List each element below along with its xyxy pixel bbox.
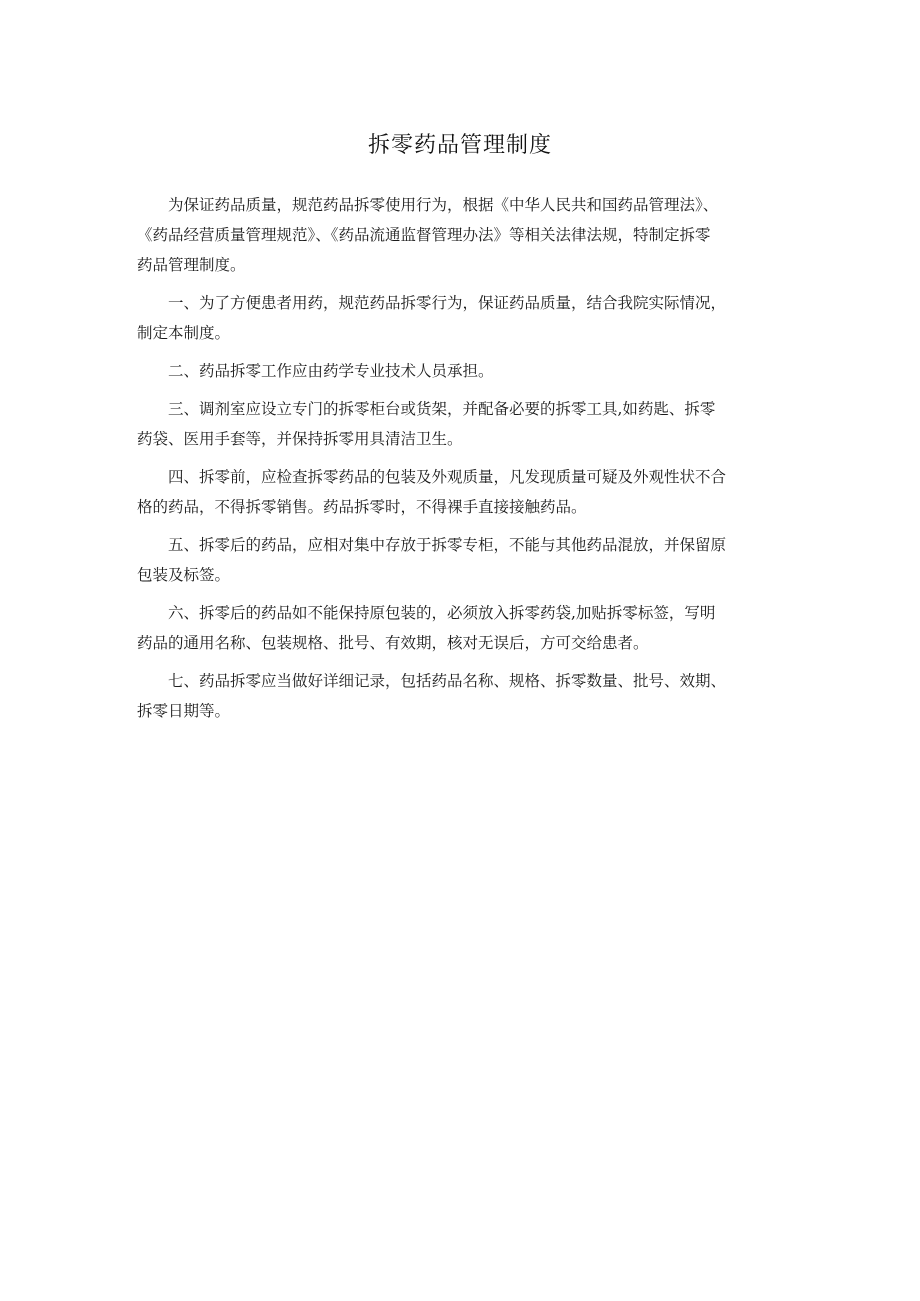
paragraph-item-6: 六、拆零后的药品如不能保持原包装的，必须放入拆零药袋,加贴拆零标签，写明 药品的通用名称、包装规格、批号、有效期，核对无误后，方可交给患者。 — [137, 604, 716, 652]
paragraph-intro: 为保证药品质量，规范药品拆零使用行为，根据《中华人民共和国药品管理法》、 《药品经营质量管理规范》、《药品流通监督管理办法》等相关法律法规，特制定拆零 药品管理制度。 — [137, 196, 719, 274]
paragraph-item-7: 七、药品拆零应当做好详细记录，包括药品名称、规格、拆零数量、批号、效期、 拆零日期等。 — [137, 672, 727, 720]
document-title: 拆零药品管理制度 — [367, 133, 552, 158]
paragraph-item-1: 一、为了方便患者用药，规范药品拆零行为，保证药品质量，结合我院实际情况， 制定本制度。 — [137, 294, 727, 342]
paragraph-item-4: 四、拆零前，应检查拆零药品的包装及外观质量，凡发现质量可疑及外观性状不合 格的药品，不得拆零销售。药品拆零时，不得裸手直接接触药品。 — [137, 468, 727, 516]
document-body — [137, 190, 791, 734]
paragraph-item-5: 五、拆零后的药品，应相对集中存放于拆零专柜，不能与其他药品混放，并保留原 包装及标签。 — [137, 536, 727, 584]
paragraph-item-3: 三、调剂室应设立专门的拆零柜台或货架，并配备必要的拆零工具,如药匙、拆零 药袋、医用手套等，并保持拆零用具清洁卫生。 — [137, 400, 716, 448]
paragraph-item-2: 二、药品拆零工作应由药学专业技术人员承担。 — [168, 362, 494, 380]
